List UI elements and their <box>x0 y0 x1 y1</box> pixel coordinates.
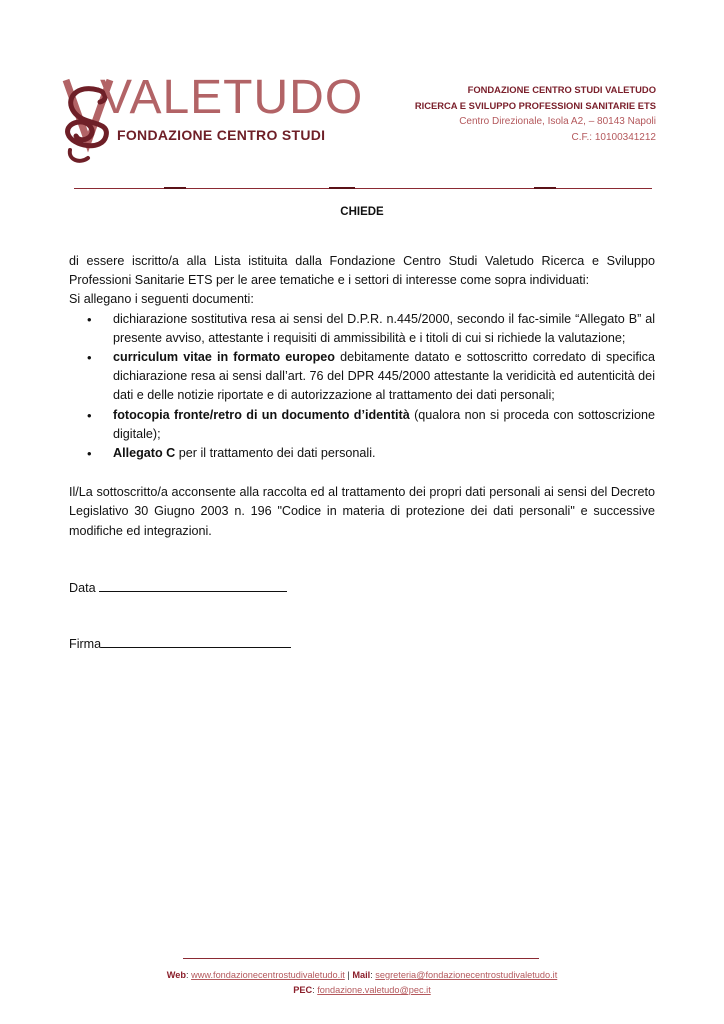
list-item-text: debitamente datato e sottoscritto corredato di specifica dichiarazione resa ai sensi dall’art. 76 del DPR 445/2000 attestante la veridicità ed autenticità dei dati e delle notizie riportate e di autorizzazione al trattamento dei dati personali; <box>113 350 655 403</box>
documents-list <box>69 310 655 464</box>
footer-divider <box>183 958 539 959</box>
date-field[interactable] <box>69 580 287 595</box>
bullet-icon: • <box>87 407 92 423</box>
list-item <box>69 444 655 463</box>
org-name: FONDAZIONE CENTRO STUDI VALETUDO <box>467 84 656 95</box>
bullet-icon: • <box>87 446 92 462</box>
date-line[interactable] <box>99 580 287 592</box>
list-item-bold: curriculum vitae in formato europeo <box>113 350 335 365</box>
list-item-text: per il trattamento dei dati personali. <box>175 446 376 461</box>
mail-label: Mail <box>352 970 371 980</box>
consent-paragraph: Il/La sottoscritto/a acconsente alla raccolta ed al trattamento dei propri dati personali ai sensi del Decreto Legislativo 30 Giugno 2003 n. 196 "Codice in materia di protezione dei dati personali" e successive modifiche ed integrazioni. <box>69 485 655 538</box>
intro-paragraph: di essere iscritto/a alla Lista istituita dalla Fondazione Centro Studi Valetudo Ricerca e Sviluppo Professioni Sanitarie ETS per le aree tematiche e i settori di interesse come sopra individuati: <box>69 254 655 288</box>
org-tax-code: C.F.: 10100341212 <box>571 132 656 143</box>
pec-label: PEC <box>293 985 313 995</box>
footer: Web: www.fondazionecentrostudivaletudo.it | Mail: segreteria@fondazionecentrostudivaletudo.it PEC: fondazione.valetudo@pec.it <box>166 970 558 995</box>
org-subtitle: RICERCA E SVILUPPO PROFESSIONI SANITARIE ETS <box>414 100 656 111</box>
org-address: Centro Direzionale, Isola A2, – 80143 Napoli <box>459 116 656 127</box>
documents-heading: Si allegano i seguenti documenti: <box>69 292 254 307</box>
date-label: Data <box>69 581 96 595</box>
website-link[interactable]: www.fondazionecentrostudivaletudo.it <box>191 970 345 980</box>
valetudo-logo <box>58 71 364 172</box>
document-body <box>69 252 655 541</box>
list-item-bold: fotocopia fronte/retro di un documento d’identità <box>113 407 410 422</box>
logo-wordmark: VALETUDO <box>100 71 364 124</box>
bullet-icon: • <box>87 350 92 366</box>
web-label: Web <box>166 970 186 980</box>
organization-address-block <box>415 82 656 146</box>
list-item-text: dichiarazione sostitutiva resa ai sensi del D.P.R. n.445/2000, secondo il fac-simile “Allegato B” al presente avviso, attestante i requisiti di ammissibilità e i titoli di cui si richiede la valutazione; <box>113 311 655 345</box>
list-item-bold: Allegato C <box>113 446 176 461</box>
email-link[interactable]: segreteria@fondazionecentrostudivaletudo.it <box>375 970 558 980</box>
list-item <box>69 310 655 348</box>
header-divider <box>74 188 652 189</box>
bullet-icon: • <box>87 311 92 327</box>
list-item <box>69 348 655 406</box>
signature-label: Firma <box>69 637 102 651</box>
logo-subtitle: FONDAZIONE CENTRO STUDI <box>117 127 326 143</box>
pec-link[interactable]: fondazione.valetudo@pec.it <box>317 985 431 995</box>
signature-line[interactable] <box>101 636 291 648</box>
footer-separator: | <box>347 970 350 980</box>
page-title: CHIEDE <box>340 206 384 218</box>
list-item-text: (qualora non si proceda con sottoscrizione digitale); <box>113 407 655 441</box>
signature-field[interactable] <box>69 636 291 651</box>
list-item <box>69 406 655 444</box>
